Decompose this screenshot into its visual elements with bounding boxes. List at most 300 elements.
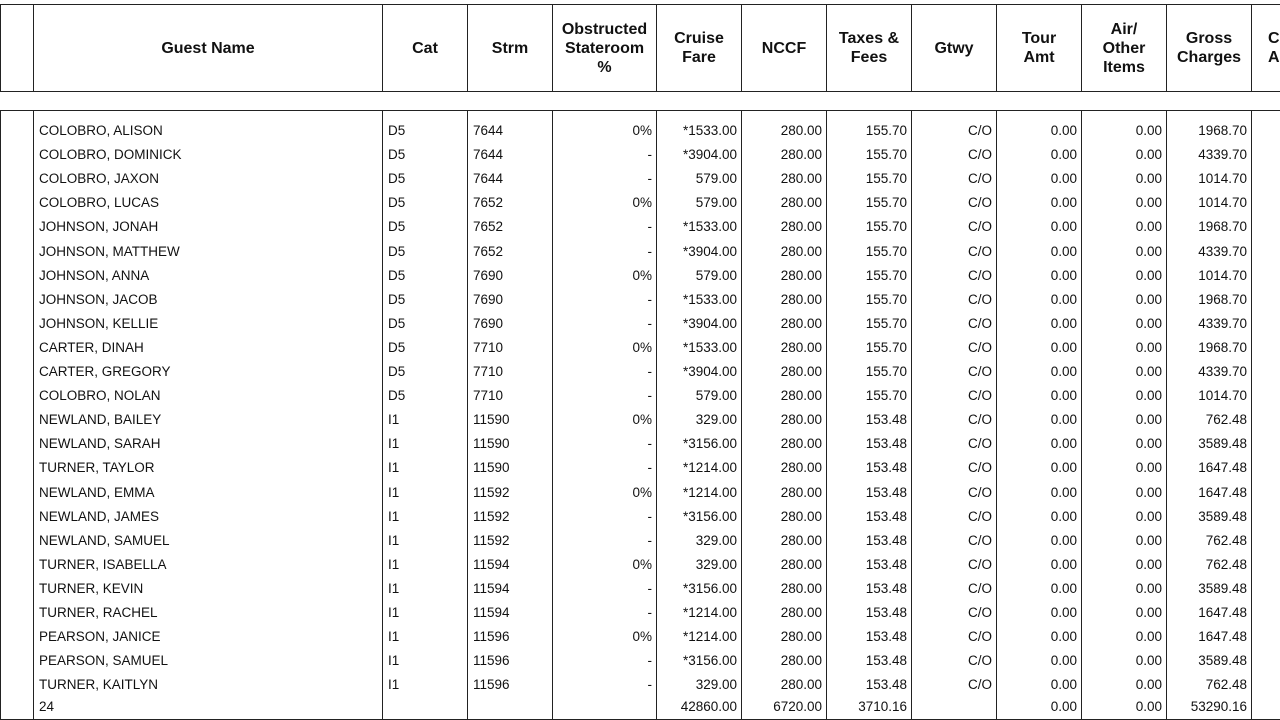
cell-guest-name: JOHNSON, JACOB: [39, 291, 158, 307]
totals-taxes: 3710.16: [858, 699, 907, 714]
cell-gtwy: C/O: [967, 605, 992, 620]
cell-cruise-fare: 329.00: [695, 412, 737, 428]
cell-gross-charges: 762.48: [1205, 556, 1247, 572]
cell-guest-name: TURNER, TAYLOR: [39, 460, 155, 476]
cell-taxes: 155.70: [865, 388, 907, 404]
cell-nccf: 280.00: [780, 123, 822, 138]
cell-gross-charges: 3589.48: [1198, 653, 1247, 669]
cell-nccf: 280.00: [780, 147, 822, 163]
cell-strm: 11590: [473, 412, 510, 428]
header-guest-name: Guest Name: [34, 5, 383, 91]
cell-gross-charges: 4339.70: [1198, 147, 1247, 163]
cell-nccf: 280.00: [780, 508, 822, 524]
cell-tour-amt: 0.00: [1050, 171, 1077, 187]
cell-cat: I1: [388, 460, 400, 476]
cell-obstructed: 0%: [632, 339, 652, 355]
cell-guest-name: COLOBRO, JAXON: [39, 171, 160, 187]
cell-taxes: 155.70: [865, 267, 907, 283]
cell-tour-amt: 0.00: [1050, 291, 1077, 307]
cell-strm: 11596: [473, 653, 510, 669]
header-nccf: NCCF: [742, 5, 827, 91]
cell-tour-amt: 0.00: [1050, 460, 1077, 476]
cell-air-other: 0.00: [1135, 315, 1162, 331]
cell-guest-name: NEWLAND, BAILEY: [39, 412, 162, 428]
cell-cat: I1: [388, 508, 400, 524]
cell-cat: D5: [388, 219, 406, 235]
cell-strm: 11596: [473, 677, 510, 693]
cell-cat: I1: [388, 629, 400, 645]
cell-nccf: 280.00: [780, 243, 822, 259]
table-row: [0, 119, 1280, 143]
cell-strm: 11592: [473, 484, 510, 500]
cell-air-other: 0.00: [1135, 532, 1162, 548]
cell-gross-charges: 4339.70: [1198, 364, 1247, 379]
cell-tour-amt: 0.00: [1050, 364, 1077, 379]
cell-cruise-fare: *3904.00: [682, 315, 737, 331]
cell-obstructed: 0%: [632, 556, 652, 572]
cell-tour-amt: 0.00: [1050, 123, 1077, 138]
cell-cruise-fare: 579.00: [695, 267, 737, 283]
cell-air-other: 0.00: [1135, 243, 1162, 259]
cell-tour-amt: 0.00: [1050, 556, 1077, 572]
cell-guest-name: NEWLAND, EMMA: [39, 484, 155, 500]
cell-air-other: 0.00: [1135, 460, 1162, 476]
cell-cat: D5: [388, 388, 406, 404]
cell-cruise-fare: 579.00: [695, 195, 737, 211]
cell-taxes: 153.48: [865, 436, 907, 452]
cell-cruise-fare: *3904.00: [682, 364, 737, 379]
cell-gtwy: C/O: [967, 171, 992, 187]
cell-air-other: 0.00: [1135, 508, 1162, 524]
cell-strm: 7652: [473, 243, 504, 259]
cell-guest-name: JOHNSON, ANNA: [39, 267, 150, 283]
cell-air-other: 0.00: [1135, 484, 1162, 500]
header-obstructed: Obstructed Stateroom %: [553, 5, 657, 91]
cell-nccf: 280.00: [780, 364, 822, 379]
cell-gtwy: C/O: [967, 460, 992, 476]
cell-obstructed: -: [647, 171, 652, 187]
cell-gross-charges: 762.48: [1205, 677, 1247, 693]
cell-tour-amt: 0.00: [1050, 412, 1077, 428]
cell-obstructed: -: [647, 219, 652, 235]
cell-strm: 11592: [473, 532, 510, 548]
cell-nccf: 280.00: [780, 556, 822, 572]
cell-strm: 7690: [473, 291, 504, 307]
cell-nccf: 280.00: [780, 484, 822, 500]
cell-air-other: 0.00: [1135, 653, 1162, 669]
cell-cruise-fare: *1214.00: [682, 460, 737, 476]
cell-cruise-fare: 579.00: [695, 171, 737, 187]
cell-cruise-fare: *1533.00: [682, 123, 737, 138]
cell-nccf: 280.00: [780, 436, 822, 452]
cell-gtwy: C/O: [967, 291, 992, 307]
cell-taxes: 155.70: [865, 219, 907, 235]
header-next-col-partial: C A: [1268, 30, 1280, 66]
cell-guest-name: JOHNSON, JONAH: [39, 219, 159, 235]
cell-nccf: 280.00: [780, 580, 822, 596]
cell-cruise-fare: *3156.00: [682, 436, 737, 452]
cell-cruise-fare: *3156.00: [682, 508, 737, 524]
cell-strm: 11596: [473, 629, 510, 645]
cell-gross-charges: 1968.70: [1198, 123, 1247, 138]
cell-nccf: 280.00: [780, 315, 822, 331]
cell-gross-charges: 762.48: [1205, 412, 1247, 428]
header-blank: [0, 5, 34, 91]
cell-guest-name: PEARSON, SAMUEL: [39, 653, 169, 669]
cell-gtwy: C/O: [967, 219, 992, 235]
cell-obstructed: -: [647, 364, 652, 379]
cell-nccf: 280.00: [780, 653, 822, 669]
cell-cat: D5: [388, 364, 406, 379]
cell-gross-charges: 4339.70: [1198, 315, 1247, 331]
cell-air-other: 0.00: [1135, 291, 1162, 307]
cell-air-other: 0.00: [1135, 605, 1162, 620]
cell-guest-name: COLOBRO, ALISON: [39, 123, 163, 138]
cell-cat: D5: [388, 267, 406, 283]
cell-air-other: 0.00: [1135, 580, 1162, 596]
cell-taxes: 153.48: [865, 508, 907, 524]
cell-strm: 11594: [473, 605, 510, 620]
cell-obstructed: -: [647, 508, 652, 524]
cell-guest-name: NEWLAND, SARAH: [39, 436, 161, 452]
cell-air-other: 0.00: [1135, 629, 1162, 645]
cell-obstructed: 0%: [632, 195, 652, 211]
table-row: [0, 312, 1280, 336]
cell-nccf: 280.00: [780, 629, 822, 645]
table-row: [0, 577, 1280, 601]
cell-cat: D5: [388, 315, 406, 331]
cell-gtwy: C/O: [967, 195, 992, 211]
cell-nccf: 280.00: [780, 219, 822, 235]
cell-cat: I1: [388, 605, 400, 620]
cell-guest-name: JOHNSON, MATTHEW: [39, 243, 180, 259]
cell-cruise-fare: *3904.00: [682, 243, 737, 259]
cell-gtwy: C/O: [967, 412, 992, 428]
cell-gross-charges: 3589.48: [1198, 508, 1247, 524]
cell-obstructed: -: [647, 291, 652, 307]
cell-taxes: 153.48: [865, 605, 907, 620]
cell-air-other: 0.00: [1135, 195, 1162, 211]
cell-cat: I1: [388, 580, 400, 596]
cell-cat: D5: [388, 123, 406, 138]
cell-gtwy: C/O: [967, 243, 992, 259]
cell-strm: 7652: [473, 195, 504, 211]
cell-tour-amt: 0.00: [1050, 653, 1077, 669]
cell-air-other: 0.00: [1135, 123, 1162, 138]
cell-taxes: 155.70: [865, 147, 907, 163]
cell-air-other: 0.00: [1135, 267, 1162, 283]
cell-tour-amt: 0.00: [1050, 508, 1077, 524]
cell-gross-charges: 3589.48: [1198, 580, 1247, 596]
table-row: [0, 264, 1280, 288]
cell-taxes: 153.48: [865, 580, 907, 596]
cell-guest-name: TURNER, ISABELLA: [39, 556, 167, 572]
cell-nccf: 280.00: [780, 291, 822, 307]
cell-cruise-fare: *1533.00: [682, 339, 737, 355]
cell-guest-name: COLOBRO, DOMINICK: [39, 147, 182, 163]
cell-gross-charges: 1647.48: [1198, 629, 1247, 645]
cell-cat: I1: [388, 484, 400, 500]
table-row: [0, 481, 1280, 505]
cell-guest-name: TURNER, RACHEL: [39, 605, 158, 620]
table-header: [0, 4, 1280, 92]
cell-strm: 7644: [473, 123, 504, 138]
cell-cruise-fare: *3904.00: [682, 147, 737, 163]
cell-strm: 7690: [473, 315, 504, 331]
cell-cruise-fare: 329.00: [695, 677, 737, 693]
cell-nccf: 280.00: [780, 605, 822, 620]
table-row: [0, 529, 1280, 553]
cell-air-other: 0.00: [1135, 339, 1162, 355]
cell-tour-amt: 0.00: [1050, 629, 1077, 645]
cell-obstructed: -: [647, 532, 652, 548]
cell-air-other: 0.00: [1135, 147, 1162, 163]
cell-gtwy: C/O: [967, 580, 992, 596]
totals-row: [0, 695, 1280, 719]
cell-cruise-fare: *1533.00: [682, 291, 737, 307]
cell-gtwy: C/O: [967, 123, 992, 138]
cell-obstructed: -: [647, 436, 652, 452]
cell-gross-charges: 1647.48: [1198, 484, 1247, 500]
table-row: [0, 360, 1280, 384]
cell-cat: I1: [388, 677, 400, 693]
cell-gtwy: C/O: [967, 653, 992, 669]
cell-nccf: 280.00: [780, 532, 822, 548]
cell-tour-amt: 0.00: [1050, 388, 1077, 404]
table-row: [0, 456, 1280, 480]
totals-air: 0.00: [1135, 699, 1162, 714]
cell-nccf: 280.00: [780, 267, 822, 283]
cell-cruise-fare: 579.00: [695, 388, 737, 404]
cell-gross-charges: 1014.70: [1198, 195, 1247, 211]
cell-gross-charges: 1968.70: [1198, 291, 1247, 307]
cell-strm: 7710: [473, 388, 504, 404]
table-row: [0, 408, 1280, 432]
cell-gtwy: C/O: [967, 315, 992, 331]
cell-gtwy: C/O: [967, 532, 992, 548]
cell-taxes: 155.70: [865, 195, 907, 211]
cell-obstructed: -: [647, 388, 652, 404]
cell-tour-amt: 0.00: [1050, 532, 1077, 548]
cell-cruise-fare: *1214.00: [682, 484, 737, 500]
cell-obstructed: -: [647, 653, 652, 669]
cell-cruise-fare: 329.00: [695, 556, 737, 572]
cell-guest-name: COLOBRO, LUCAS: [39, 195, 160, 211]
table-row: [0, 649, 1280, 673]
cell-strm: 7710: [473, 364, 504, 379]
cell-strm: 11592: [473, 508, 510, 524]
cell-tour-amt: 0.00: [1050, 436, 1077, 452]
cell-tour-amt: 0.00: [1050, 580, 1077, 596]
cell-cat: D5: [388, 291, 406, 307]
cell-taxes: 153.48: [865, 412, 907, 428]
cell-obstructed: 0%: [632, 412, 652, 428]
cell-air-other: 0.00: [1135, 219, 1162, 235]
totals-nccf: 6720.00: [773, 699, 822, 714]
cell-gross-charges: 1014.70: [1198, 267, 1247, 283]
cell-obstructed: -: [647, 677, 652, 693]
cell-cat: D5: [388, 171, 406, 187]
cell-gtwy: C/O: [967, 629, 992, 645]
header-cruise-fare: Cruise Fare: [657, 5, 742, 91]
cell-obstructed: -: [647, 605, 652, 620]
table-row: [0, 384, 1280, 408]
cell-strm: 11590: [473, 436, 510, 452]
table-row: [0, 432, 1280, 456]
header-air-other: Air/ Other Items: [1082, 5, 1167, 91]
cell-taxes: 153.48: [865, 460, 907, 476]
cell-cruise-fare: 329.00: [695, 532, 737, 548]
cell-nccf: 280.00: [780, 388, 822, 404]
cell-gross-charges: 1647.48: [1198, 460, 1247, 476]
cell-tour-amt: 0.00: [1050, 195, 1077, 211]
cell-cat: D5: [388, 195, 406, 211]
cell-cat: I1: [388, 556, 400, 572]
cell-tour-amt: 0.00: [1050, 484, 1077, 500]
cell-strm: 7644: [473, 147, 504, 163]
table-row: [0, 167, 1280, 191]
cell-cat: D5: [388, 243, 406, 259]
table-row: [0, 553, 1280, 577]
cell-taxes: 153.48: [865, 629, 907, 645]
cell-cruise-fare: *3156.00: [682, 653, 737, 669]
cell-guest-name: JOHNSON, KELLIE: [39, 315, 159, 331]
cell-obstructed: 0%: [632, 267, 652, 283]
cell-gtwy: C/O: [967, 484, 992, 500]
cell-gross-charges: 762.48: [1205, 532, 1247, 548]
cell-obstructed: -: [647, 147, 652, 163]
cell-tour-amt: 0.00: [1050, 339, 1077, 355]
header-gtwy: Gtwy: [912, 5, 997, 91]
cell-gross-charges: 1647.48: [1198, 605, 1247, 620]
cell-cat: I1: [388, 653, 400, 669]
totals-count: 24: [39, 699, 55, 714]
cell-taxes: 155.70: [865, 171, 907, 187]
cell-nccf: 280.00: [780, 460, 822, 476]
cell-guest-name: TURNER, KEVIN: [39, 580, 144, 596]
cell-gross-charges: 1014.70: [1198, 388, 1247, 404]
cell-guest-name: TURNER, KAITLYN: [39, 677, 159, 693]
cell-tour-amt: 0.00: [1050, 605, 1077, 620]
cell-taxes: 153.48: [865, 532, 907, 548]
cell-gross-charges: 3589.48: [1198, 436, 1247, 452]
cell-tour-amt: 0.00: [1050, 243, 1077, 259]
cell-guest-name: CARTER, GREGORY: [39, 364, 171, 379]
table-body: [0, 110, 1280, 720]
cell-guest-name: COLOBRO, NOLAN: [39, 388, 161, 404]
cell-gross-charges: 4339.70: [1198, 243, 1247, 259]
header-cat: Cat: [383, 5, 468, 91]
cell-gtwy: C/O: [967, 436, 992, 452]
cell-tour-amt: 0.00: [1050, 315, 1077, 331]
cell-strm: 7644: [473, 171, 504, 187]
cell-taxes: 153.48: [865, 677, 907, 693]
cell-cruise-fare: *1214.00: [682, 605, 737, 620]
cell-guest-name: NEWLAND, JAMES: [39, 508, 160, 524]
cell-air-other: 0.00: [1135, 677, 1162, 693]
header-gross-charges: Gross Charges: [1167, 5, 1252, 91]
cell-air-other: 0.00: [1135, 388, 1162, 404]
table-row: [0, 215, 1280, 239]
cell-cruise-fare: *1533.00: [682, 219, 737, 235]
cell-strm: 7690: [473, 267, 504, 283]
cell-gtwy: C/O: [967, 677, 992, 693]
totals-fare: 42860.00: [680, 699, 737, 714]
cell-obstructed: 0%: [632, 484, 652, 500]
cell-gtwy: C/O: [967, 147, 992, 163]
header-taxes: Taxes & Fees: [827, 5, 912, 91]
cell-tour-amt: 0.00: [1050, 677, 1077, 693]
table-row: [0, 191, 1280, 215]
table-row: [0, 505, 1280, 529]
cell-guest-name: NEWLAND, SAMUEL: [39, 532, 170, 548]
cell-obstructed: -: [647, 580, 652, 596]
cell-gtwy: C/O: [967, 339, 992, 355]
cell-air-other: 0.00: [1135, 412, 1162, 428]
cell-taxes: 155.70: [865, 291, 907, 307]
cell-gtwy: C/O: [967, 364, 992, 379]
cell-gtwy: C/O: [967, 388, 992, 404]
cell-strm: 11594: [473, 556, 510, 572]
cell-tour-amt: 0.00: [1050, 147, 1077, 163]
cell-cat: D5: [388, 147, 406, 163]
cell-taxes: 155.70: [865, 315, 907, 331]
cell-gtwy: C/O: [967, 267, 992, 283]
cell-tour-amt: 0.00: [1050, 219, 1077, 235]
table-row: [0, 673, 1280, 697]
cell-strm: 7710: [473, 339, 504, 355]
cell-taxes: 155.70: [865, 364, 907, 379]
cell-nccf: 280.00: [780, 171, 822, 187]
cell-taxes: 155.70: [865, 243, 907, 259]
table-row: [0, 240, 1280, 264]
cell-air-other: 0.00: [1135, 436, 1162, 452]
cell-obstructed: -: [647, 243, 652, 259]
cell-gtwy: C/O: [967, 508, 992, 524]
totals-tour: 0.00: [1050, 699, 1077, 714]
cell-gross-charges: 1014.70: [1198, 171, 1247, 187]
cell-nccf: 280.00: [780, 339, 822, 355]
cell-obstructed: -: [647, 315, 652, 331]
cell-obstructed: 0%: [632, 123, 652, 138]
cell-air-other: 0.00: [1135, 364, 1162, 379]
table-row: [0, 601, 1280, 625]
cell-cruise-fare: *1214.00: [682, 629, 737, 645]
cell-cat: I1: [388, 532, 400, 548]
cell-strm: 11590: [473, 460, 510, 476]
cell-obstructed: 0%: [632, 629, 652, 645]
cell-taxes: 153.48: [865, 653, 907, 669]
table-row: [0, 625, 1280, 649]
header-tour-amt: Tour Amt: [997, 5, 1082, 91]
cell-taxes: 155.70: [865, 123, 907, 138]
cell-obstructed: -: [647, 460, 652, 476]
cell-cat: D5: [388, 339, 406, 355]
cell-gtwy: C/O: [967, 556, 992, 572]
cell-cruise-fare: *3156.00: [682, 580, 737, 596]
cell-guest-name: PEARSON, JANICE: [39, 629, 161, 645]
cell-strm: 7652: [473, 219, 504, 235]
totals-gross: 53290.16: [1190, 699, 1247, 714]
cell-gross-charges: 1968.70: [1198, 339, 1247, 355]
cell-cat: I1: [388, 412, 400, 428]
guest-charges-table: [0, 4, 1280, 716]
cell-cat: I1: [388, 436, 400, 452]
cell-nccf: 280.00: [780, 195, 822, 211]
cell-nccf: 280.00: [780, 412, 822, 428]
cell-guest-name: CARTER, DINAH: [39, 339, 144, 355]
cell-taxes: 153.48: [865, 484, 907, 500]
